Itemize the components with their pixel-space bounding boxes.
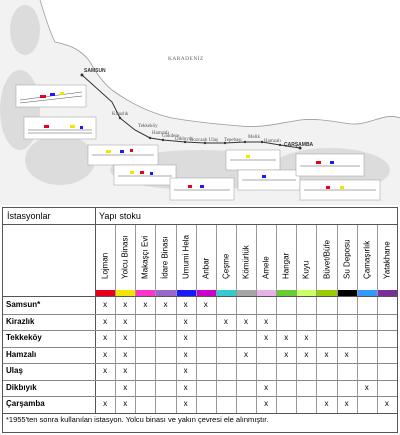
column-header-label: Hangar bbox=[281, 252, 291, 279]
presence-mark: x bbox=[284, 349, 289, 359]
station-name: Tekkeköy bbox=[6, 333, 42, 342]
column-header-label: Çamaşırlık bbox=[362, 240, 372, 279]
inset-samsun-b bbox=[24, 117, 96, 139]
presence-mark: x bbox=[264, 316, 269, 326]
presence-mark: x bbox=[324, 349, 329, 359]
presence-mark: x bbox=[123, 316, 128, 326]
presence-mark: x bbox=[284, 333, 289, 342]
station-name: Samsun* bbox=[6, 300, 41, 309]
station-name: Dikbıyık bbox=[6, 382, 37, 392]
presence-mark: x bbox=[183, 349, 188, 359]
presence-mark: x bbox=[344, 349, 349, 359]
building-stock-table bbox=[2, 207, 398, 433]
column-header-label: Lojman bbox=[100, 252, 110, 279]
presence-mark: x bbox=[183, 316, 188, 326]
column-header bbox=[236, 228, 256, 288]
place-label: Bozcaalı Ulaş bbox=[190, 138, 218, 143]
inset-hamzali bbox=[170, 178, 234, 200]
column-header-label: Su Deposu bbox=[342, 239, 352, 279]
column-header bbox=[135, 228, 155, 288]
presence-mark: x bbox=[384, 399, 389, 408]
place-label: Hamzalı bbox=[264, 139, 281, 144]
inset-carsamba-b bbox=[300, 180, 380, 200]
presence-mark: x bbox=[103, 349, 108, 359]
place-label: Tepebaşı bbox=[224, 138, 242, 143]
row-divider bbox=[3, 314, 397, 315]
sea-label: KARADENİZ bbox=[168, 56, 204, 62]
row-divider bbox=[3, 363, 397, 364]
presence-mark: x bbox=[304, 349, 309, 359]
place-label: ÇARŞAMBA bbox=[284, 142, 314, 148]
presence-mark: x bbox=[103, 300, 108, 309]
inset-ulas bbox=[226, 150, 280, 170]
presence-mark: x bbox=[364, 382, 369, 392]
column-header-label: Kömürlük bbox=[241, 245, 251, 279]
header-stations: İstasyonlar bbox=[7, 211, 51, 221]
railway-map bbox=[0, 0, 400, 205]
map-figure bbox=[0, 0, 400, 205]
presence-mark: x bbox=[103, 316, 108, 326]
column-header-label: Yatakhane bbox=[382, 241, 392, 279]
presence-mark: x bbox=[123, 333, 128, 342]
column-header bbox=[377, 228, 397, 288]
presence-mark: x bbox=[123, 300, 128, 309]
station-name: Ulaş bbox=[6, 366, 23, 375]
presence-mark: x bbox=[244, 316, 248, 326]
column-header bbox=[155, 228, 175, 288]
table-footnote: *1955'ten sonra kullanılan istasyon. Yolcu binası ve yakın çevresi ele alınmıştır. bbox=[6, 415, 269, 424]
presence-mark: x bbox=[264, 333, 269, 342]
inset-dikbiyik bbox=[238, 170, 300, 190]
column-header-label: İdare Binası bbox=[160, 236, 170, 279]
presence-mark: x bbox=[123, 366, 128, 375]
place-label: Melik bbox=[248, 135, 260, 140]
presence-mark: x bbox=[123, 349, 128, 359]
row-divider bbox=[3, 347, 397, 348]
presence-mark: x bbox=[123, 399, 128, 408]
inset-kirazlik bbox=[88, 145, 158, 165]
inset-samsun-a bbox=[16, 85, 86, 107]
presence-mark: x bbox=[103, 366, 108, 375]
column-header bbox=[337, 228, 357, 288]
place-label: Tekkeköy bbox=[138, 124, 158, 129]
table-header-row bbox=[3, 208, 397, 225]
row-divider bbox=[3, 413, 397, 414]
place-label: Hamzalı bbox=[152, 131, 169, 136]
station-name: Kirazlık bbox=[6, 316, 35, 326]
presence-mark: x bbox=[223, 316, 228, 326]
place-label: SAMSUN bbox=[84, 68, 106, 74]
station-name: Çarşamba bbox=[6, 399, 45, 408]
row-divider bbox=[3, 296, 397, 297]
presence-mark: x bbox=[183, 382, 188, 392]
column-header bbox=[296, 228, 316, 288]
presence-mark: x bbox=[183, 399, 188, 408]
column-header-label: Makaşçı Evi bbox=[140, 235, 150, 279]
column-header bbox=[256, 228, 276, 288]
column-header-label: Amele bbox=[261, 256, 271, 279]
station-name: Hamzalı bbox=[6, 349, 37, 359]
presence-mark: x bbox=[324, 399, 329, 408]
inset-tekkekoy bbox=[114, 165, 176, 185]
column-header-label: Umumi Hela bbox=[181, 234, 191, 279]
column-header bbox=[176, 228, 196, 288]
presence-mark: x bbox=[304, 333, 309, 342]
column-header bbox=[95, 228, 115, 288]
presence-mark: x bbox=[183, 333, 188, 342]
place-label: Kirazlık bbox=[112, 112, 129, 117]
column-header bbox=[316, 228, 336, 288]
presence-mark: x bbox=[344, 399, 349, 408]
column-header bbox=[196, 228, 216, 288]
column-header bbox=[216, 228, 236, 288]
column-header bbox=[115, 228, 135, 288]
column-header-label: Çeşme bbox=[221, 253, 231, 279]
presence-mark: x bbox=[143, 300, 148, 309]
column-header-label: Yolcu Binası bbox=[120, 235, 130, 279]
header-building-stock: Yapı stoku bbox=[99, 211, 141, 221]
presence-mark: x bbox=[244, 349, 248, 359]
column-header-label: Kuyu bbox=[301, 260, 311, 279]
presence-mark: x bbox=[123, 382, 128, 392]
presence-mark: x bbox=[183, 366, 188, 375]
place-label: Dikbıyık bbox=[175, 137, 193, 142]
column-header-label: Anbar bbox=[201, 257, 211, 279]
row-divider bbox=[3, 396, 397, 397]
presence-mark: x bbox=[183, 300, 188, 309]
column-header bbox=[357, 228, 377, 288]
presence-mark: x bbox=[264, 382, 269, 392]
place-label: Gökdere bbox=[162, 134, 180, 139]
row-divider bbox=[3, 380, 397, 381]
presence-mark: x bbox=[203, 300, 208, 309]
column-header bbox=[276, 228, 296, 288]
row-divider bbox=[3, 330, 397, 331]
inset-carsamba-a bbox=[296, 154, 364, 176]
presence-mark: x bbox=[103, 399, 108, 408]
presence-mark: x bbox=[163, 300, 168, 309]
presence-mark: x bbox=[103, 333, 108, 342]
presence-mark: x bbox=[264, 399, 269, 408]
column-header-label: Büvet/Büfe bbox=[322, 239, 332, 279]
